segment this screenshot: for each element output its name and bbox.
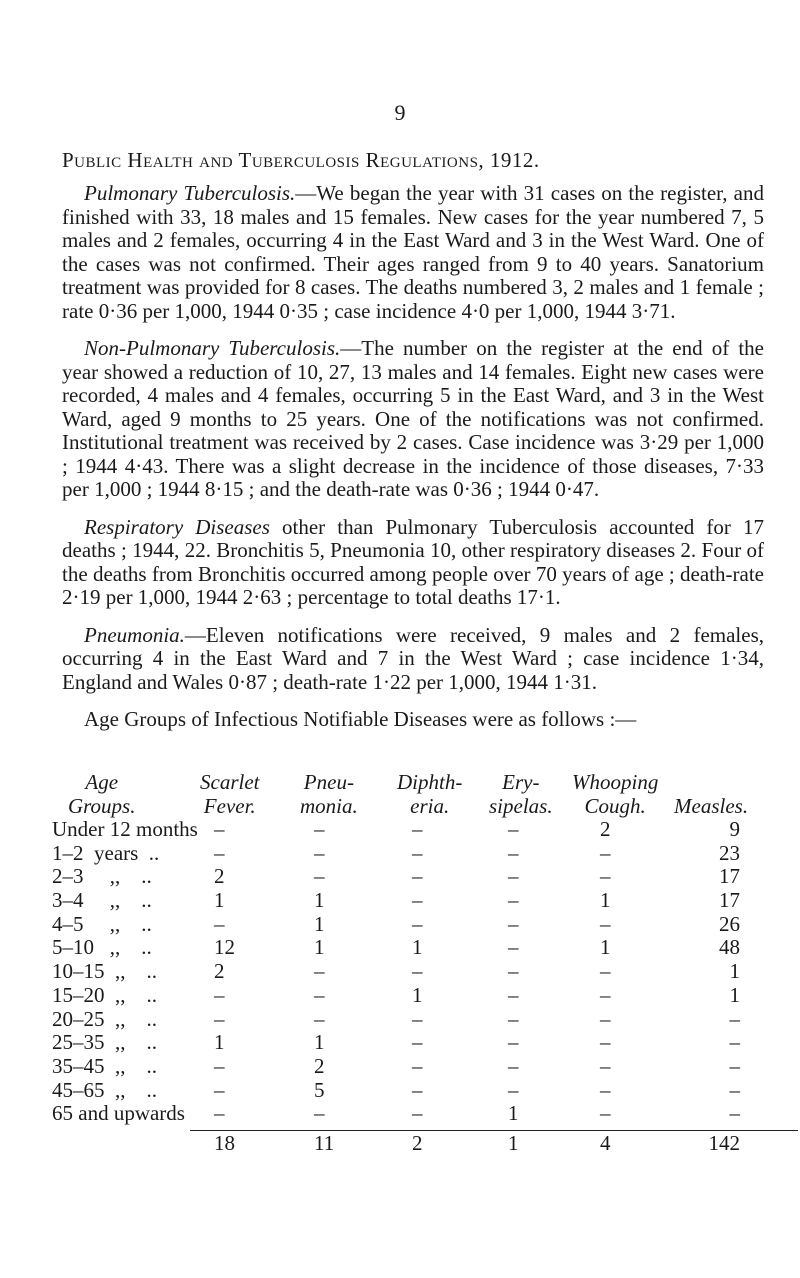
header-measles-line2: Measles. xyxy=(674,794,749,818)
total-scarlet-fever: 18 xyxy=(214,1130,235,1155)
age-group-label: 10–15 ,, .. xyxy=(52,959,157,984)
paragraph-pneumonia xyxy=(62,624,764,695)
table-row xyxy=(52,1031,772,1055)
header-erysipelas xyxy=(489,770,553,818)
age-group-label: 4–5 ,, .. xyxy=(52,911,152,936)
cell-scarlet-fever: – xyxy=(214,1006,225,1031)
body-text xyxy=(62,182,764,736)
respiratory-title: Respiratory Diseases xyxy=(84,514,270,539)
table-row xyxy=(52,889,772,913)
cell-erysipelas: – xyxy=(508,817,519,841)
cell-measles: 9 xyxy=(729,817,740,841)
cell-whooping-cough: 2 xyxy=(600,817,611,841)
table-row xyxy=(52,1055,772,1079)
cell-whooping-cough: – xyxy=(600,911,611,936)
cell-erysipelas: – xyxy=(508,888,519,913)
cell-measles: 17 xyxy=(719,888,740,913)
cell-whooping-cough: – xyxy=(600,1053,611,1078)
cell-pneumonia: – xyxy=(314,1101,325,1126)
header-ery-line1: Ery- xyxy=(502,770,540,794)
header-diphth-line1: Diphth- xyxy=(397,770,463,794)
pulmonary-text: —We began the year with 31 cases on the register, and finished with 33, 18 males and 15 females. New cases for the year numbered 7, 5 males and 2 females, occurring 4 in the East Ward and 3 in the West Ward. One of the cases was not confirmed. Their ages ranged from 9 to 40 years. Sanatorium treatment was provided for 8 cases. The deaths numbered 3, 2 males and 1 female ; rate 0·36 per 1,000, 1944 0·35 ; case incidence 4·0 per 1,000, 1944 3·71. xyxy=(62,181,765,323)
total-erysipelas: 1 xyxy=(508,1130,519,1155)
cell-measles: 26 xyxy=(719,911,740,936)
total-measles: 142 xyxy=(708,1130,740,1155)
cell-erysipelas: – xyxy=(508,1006,519,1031)
cell-whooping-cough: 1 xyxy=(600,935,611,960)
cell-scarlet-fever: 1 xyxy=(214,888,225,913)
header-pneumonia xyxy=(300,770,358,818)
cell-erysipelas: – xyxy=(508,1077,519,1102)
cell-pneumonia: 1 xyxy=(314,935,325,960)
cell-whooping-cough: – xyxy=(600,959,611,984)
age-group-label: 45–65 ,, .. xyxy=(52,1077,157,1102)
cell-pneumonia: 5 xyxy=(314,1077,325,1102)
cell-diphtheria: – xyxy=(412,911,423,936)
cell-measles: 1 xyxy=(729,982,740,1007)
age-group-label: 20–25 ,, .. xyxy=(52,1006,157,1031)
cell-pneumonia: – xyxy=(314,982,325,1007)
cell-diphtheria: – xyxy=(412,840,423,865)
cell-scarlet-fever: 12 xyxy=(214,935,235,960)
cell-erysipelas: 1 xyxy=(508,1101,519,1126)
table-row xyxy=(52,936,772,960)
header-age-line2: Groups. xyxy=(68,794,136,818)
table-header xyxy=(52,770,772,818)
cell-diphtheria: 1 xyxy=(412,982,423,1007)
header-measles xyxy=(674,770,748,818)
cell-measles: 48 xyxy=(719,935,740,960)
paragraph-non-pulmonary xyxy=(62,337,764,502)
non-pulmonary-text: —The number on the register at the end of the year showed a reduction of 10, 27, 13 males and 14 females. Eight new cases were recorded, 4 males and 4 females, occurring 5 in the East Ward, and 3 in the West Ward, aged 9 months to 25 years. One of the notifications was not confirmed. Institutional treatment was received by 2 cases. Case incidence was 3·29 per 1,000 ; 1944 4·43. There was a slight decrease in the incidence of those diseases, 7·33 per 1,000 ; 1944 8·15 ; and the death-rate was 0·36 ; 1944 0·47. xyxy=(62,336,765,501)
cell-whooping-cough: – xyxy=(600,1077,611,1102)
age-group-label: 25–35 ,, .. xyxy=(52,1030,157,1055)
table-row xyxy=(52,842,772,866)
header-scarlet-line2: Fever. xyxy=(203,794,256,818)
cell-pneumonia: 1 xyxy=(314,1030,325,1055)
cell-scarlet-fever: 2 xyxy=(214,864,225,889)
non-pulmonary-title: Non-Pulmonary Tuberculosis. xyxy=(84,336,341,360)
paragraph-respiratory xyxy=(62,516,764,610)
cell-whooping-cough: – xyxy=(600,982,611,1007)
age-group-label: 3–4 ,, .. xyxy=(52,888,152,913)
header-whooping-line1: Whooping xyxy=(572,770,659,794)
cell-scarlet-fever: 1 xyxy=(214,1030,225,1055)
cell-diphtheria: – xyxy=(412,864,423,889)
cell-diphtheria: 1 xyxy=(412,935,423,960)
header-ery-line2: sipelas. xyxy=(489,794,553,818)
cell-whooping-cough: – xyxy=(600,1101,611,1126)
header-scarlet-fever xyxy=(200,770,259,818)
cell-diphtheria: – xyxy=(412,1006,423,1031)
table-row xyxy=(52,1079,772,1103)
cell-erysipelas: – xyxy=(508,982,519,1007)
table-row xyxy=(52,960,772,984)
age-group-label: 1–2 years .. xyxy=(52,840,160,865)
header-scarlet-line1: Scarlet xyxy=(200,770,260,794)
cell-pneumonia: 1 xyxy=(314,888,325,913)
table-totals-row xyxy=(190,1130,798,1157)
cell-measles: 17 xyxy=(719,864,740,889)
cell-scarlet-fever: – xyxy=(214,1053,225,1078)
table-row xyxy=(52,984,772,1008)
table-row xyxy=(52,1102,772,1126)
header-measles-line1 xyxy=(674,770,748,794)
cell-measles: 23 xyxy=(719,840,740,865)
header-age-line1: Age xyxy=(85,770,119,794)
cell-measles: – xyxy=(729,1006,740,1031)
header-whooping-line2: Cough. xyxy=(584,794,646,818)
table-intro: Age Groups of Infectious Notifiable Diseases were as follows :— xyxy=(84,707,637,731)
respiratory-text: other than Pulmonary Tuberculosis accounted for 17 deaths ; 1944, 22. Bronchitis 5, Pneumonia 10, other respiratory diseases 2. Four of the deaths from Bronchitis occurred among people over 70 years of age ; death-rate 2·19 per 1,000, 1944 2·63 ; percentage to total deaths 17·1. xyxy=(62,514,764,609)
cell-erysipelas: – xyxy=(508,1053,519,1078)
cell-scarlet-fever: – xyxy=(214,817,225,841)
total-pneumonia: 11 xyxy=(314,1130,335,1155)
cell-erysipelas: – xyxy=(508,911,519,936)
table-row xyxy=(52,818,772,842)
cell-measles: – xyxy=(729,1077,740,1102)
cell-erysipelas: – xyxy=(508,864,519,889)
pulmonary-title: Pulmonary Tuberculosis. xyxy=(84,181,296,205)
table-row xyxy=(52,913,772,937)
header-diphtheria xyxy=(397,770,462,818)
cell-scarlet-fever: – xyxy=(214,840,225,865)
cell-diphtheria: – xyxy=(412,959,423,984)
cell-measles: 1 xyxy=(729,959,740,984)
cell-diphtheria: – xyxy=(412,1077,423,1102)
cell-pneumonia: – xyxy=(314,959,325,984)
header-diphth-line2: eria. xyxy=(410,794,450,818)
cell-diphtheria: – xyxy=(412,1101,423,1126)
age-group-label: 35–45 ,, .. xyxy=(52,1053,157,1078)
cell-measles: – xyxy=(729,1053,740,1078)
cell-scarlet-fever: – xyxy=(214,911,225,936)
cell-erysipelas: – xyxy=(508,1030,519,1055)
cell-scarlet-fever: – xyxy=(214,1101,225,1126)
age-group-label: 65 and upwards xyxy=(52,1101,185,1126)
cell-erysipelas: – xyxy=(508,935,519,960)
cell-erysipelas: – xyxy=(508,840,519,865)
age-group-label: Under 12 months xyxy=(52,817,198,841)
table-body xyxy=(52,818,772,1126)
age-group-label: 2–3 ,, .. xyxy=(52,864,152,889)
age-group-label: 15–20 ,, .. xyxy=(52,982,157,1007)
cell-pneumonia: – xyxy=(314,1006,325,1031)
cell-scarlet-fever: 2 xyxy=(214,959,225,984)
page-number: 9 xyxy=(394,100,406,125)
cell-diphtheria: – xyxy=(412,817,423,841)
pneumonia-title: Pneumonia. xyxy=(84,622,185,647)
age-groups-table xyxy=(52,770,772,1157)
cell-scarlet-fever: – xyxy=(214,1077,225,1102)
cell-whooping-cough: – xyxy=(600,840,611,865)
cell-erysipelas: – xyxy=(508,959,519,984)
cell-measles: – xyxy=(729,1030,740,1055)
cell-whooping-cough: – xyxy=(600,1030,611,1055)
header-whooping-cough xyxy=(572,770,658,818)
cell-pneumonia: – xyxy=(314,840,325,865)
section-heading-text: Public Health and Tuberculosis Regulations, 1912. xyxy=(62,148,540,172)
cell-diphtheria: – xyxy=(412,888,423,913)
cell-whooping-cough: – xyxy=(600,1006,611,1031)
cell-pneumonia: 2 xyxy=(314,1053,325,1078)
age-group-label: 5–10 ,, .. xyxy=(52,935,152,960)
cell-diphtheria: – xyxy=(412,1030,423,1055)
cell-whooping-cough: – xyxy=(600,864,611,889)
cell-measles: – xyxy=(729,1101,740,1126)
cell-pneumonia: – xyxy=(314,864,325,889)
cell-scarlet-fever: – xyxy=(214,982,225,1007)
cell-pneumonia: 1 xyxy=(314,911,325,936)
header-pneu-line2: monia. xyxy=(300,794,358,818)
total-diphtheria: 2 xyxy=(412,1130,423,1155)
cell-whooping-cough: 1 xyxy=(600,888,611,913)
total-whooping-cough: 4 xyxy=(600,1130,611,1155)
cell-pneumonia: – xyxy=(314,817,325,841)
cell-diphtheria: – xyxy=(412,1053,423,1078)
table-row xyxy=(52,1008,772,1032)
paragraph-pulmonary xyxy=(62,182,764,323)
section-heading xyxy=(62,148,762,173)
header-age-groups xyxy=(68,770,135,818)
table-row xyxy=(52,865,772,889)
header-pneu-line1: Pneu- xyxy=(303,770,354,794)
pneumonia-text: —Eleven notifications were received, 9 males and 2 females, occurring 4 in the East Ward and 7 in the West Ward ; case incidence 1·34, England and Wales 0·87 ; death-rate 1·22 per 1,000, 1944 1·31. xyxy=(62,622,764,694)
